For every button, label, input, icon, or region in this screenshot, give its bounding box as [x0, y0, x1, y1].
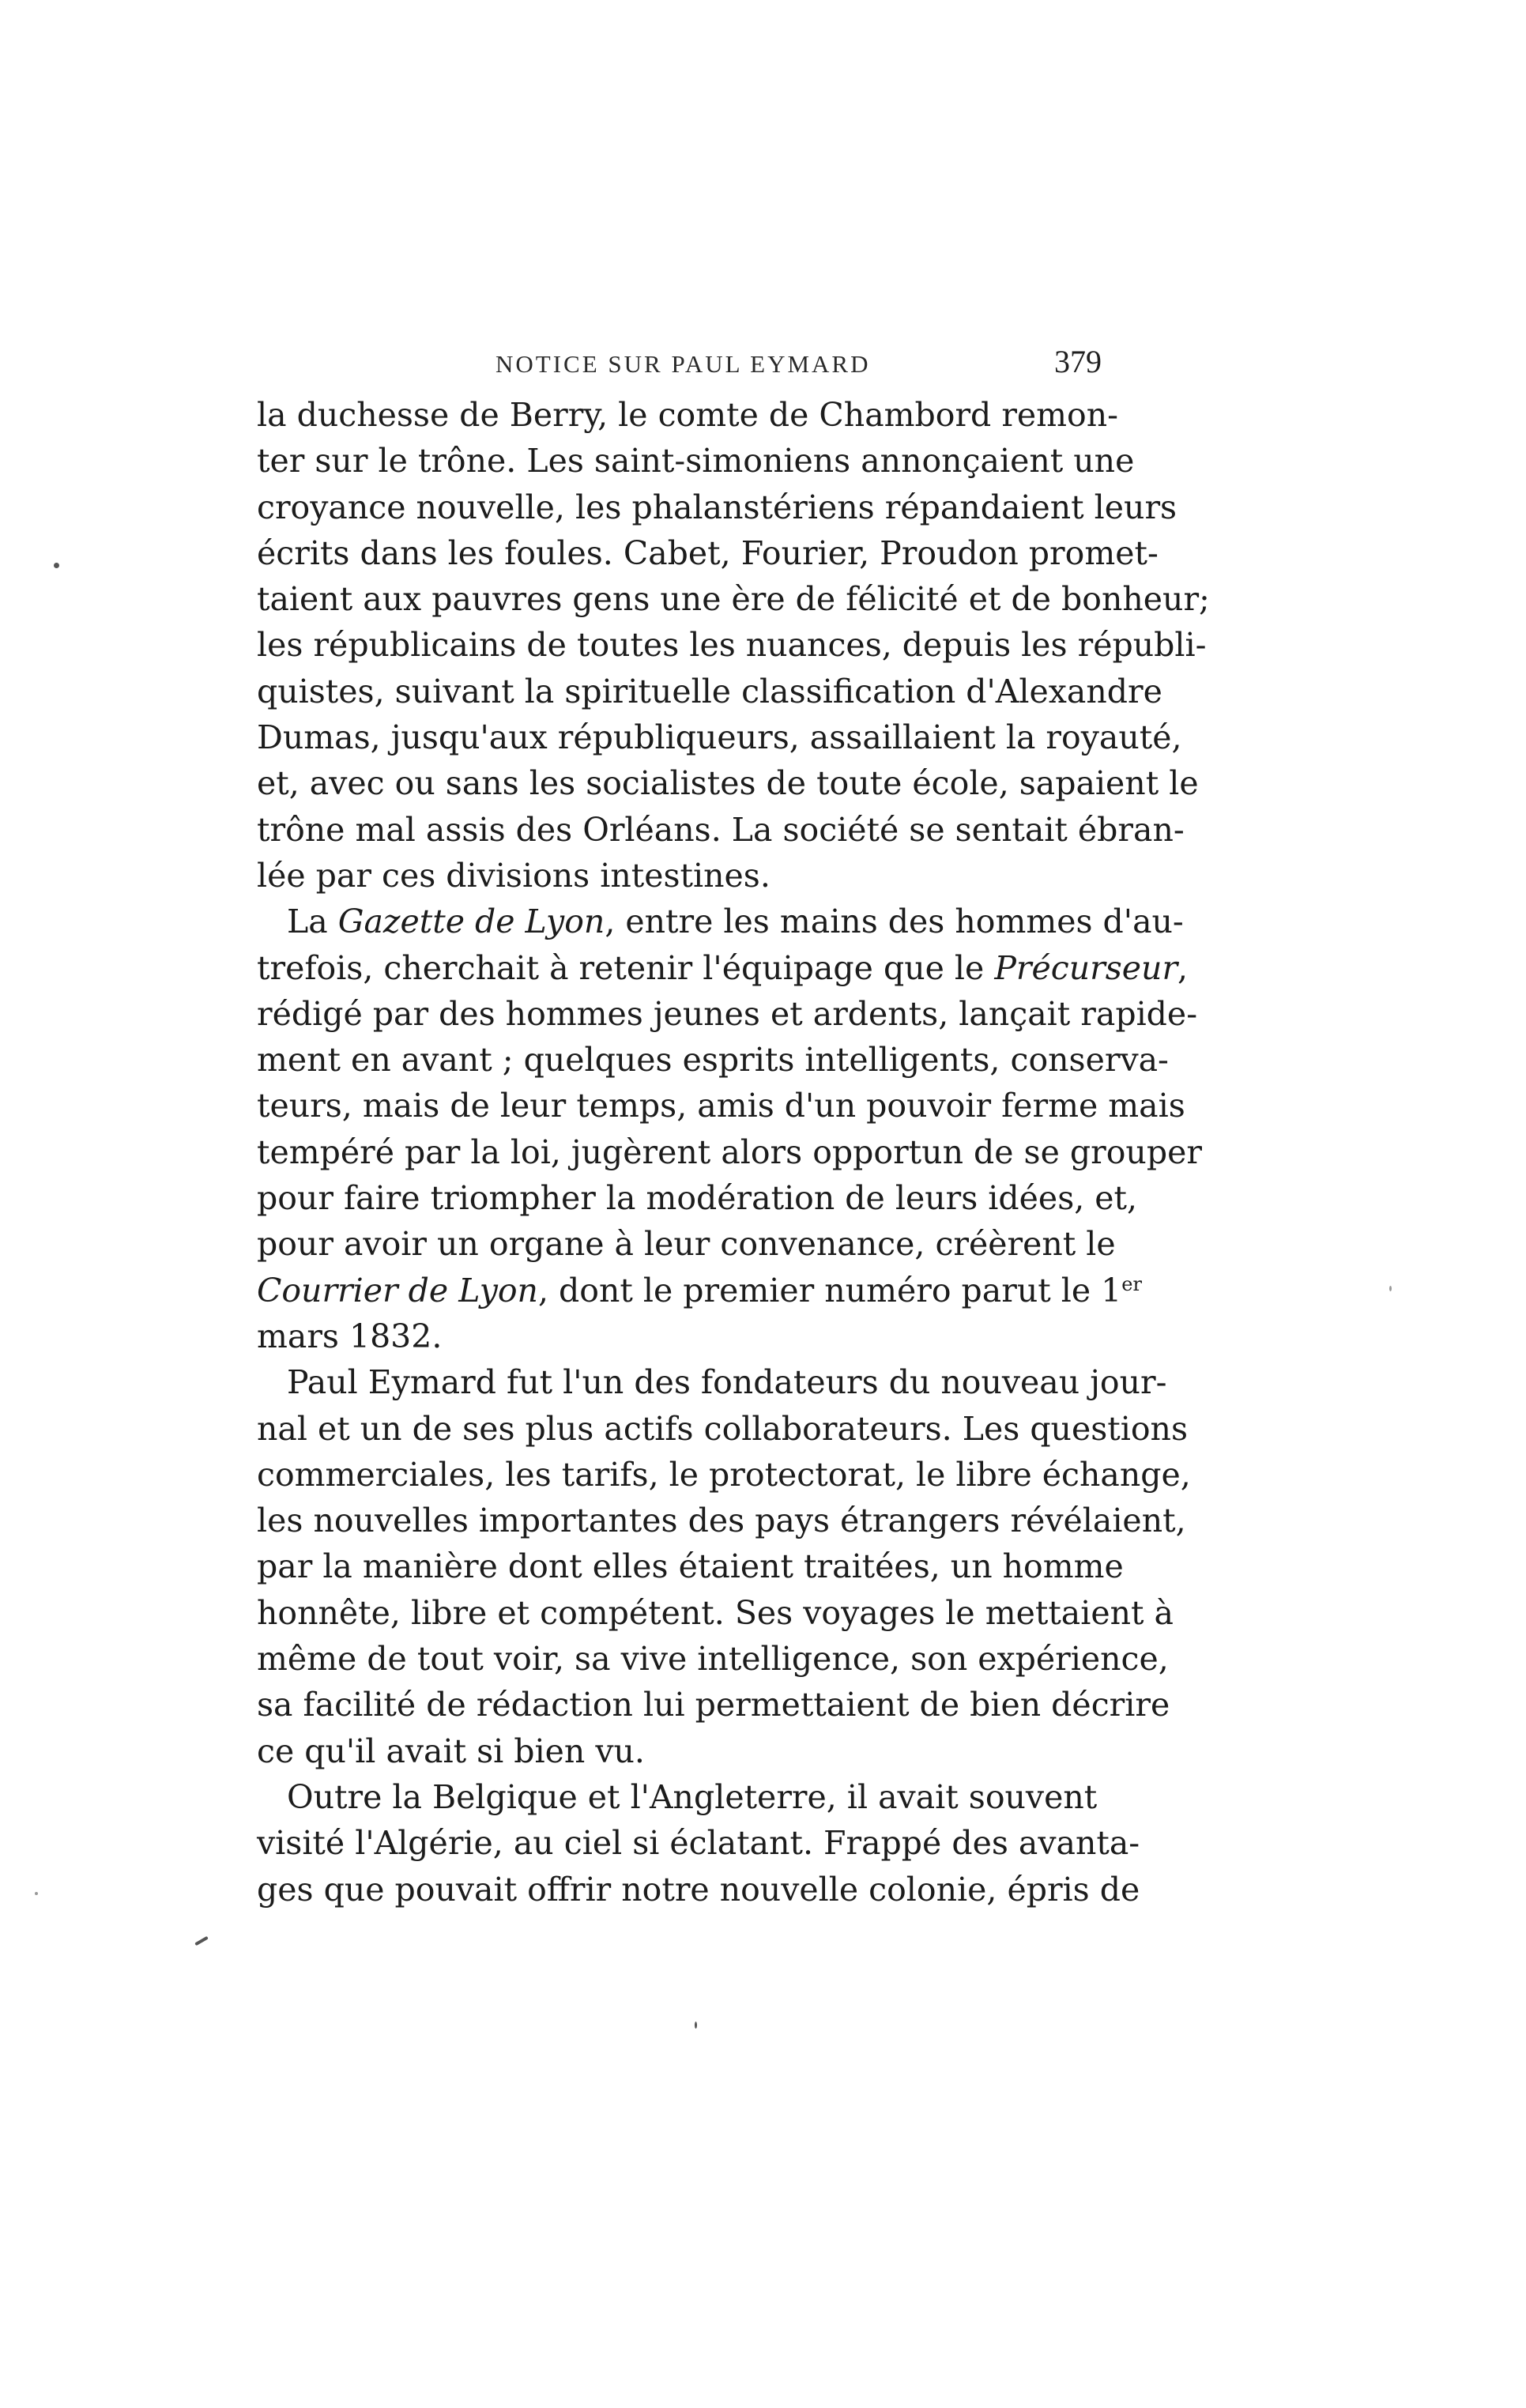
text-line: taient aux pauvres gens une ère de félicité et de bonheur;: [257, 580, 1210, 619]
superscript: er: [1121, 1272, 1142, 1295]
text-line: écrits dans les foules. Cabet, Fourier, Proudon promet-: [257, 533, 1159, 572]
text-line: la duchesse de Berry, le comte de Chambord remon-: [257, 396, 1119, 434]
text-line: rédigé par des hommes jeunes et ardents, lançait rapide-: [257, 994, 1198, 1033]
text-line: par la manière dont elles étaient traitées, un homme: [257, 1547, 1124, 1586]
text-line: les républicains de toutes les nuances, depuis les républi-: [257, 626, 1207, 665]
running-title: NOTICE SUR PAUL EYMARD: [495, 350, 871, 378]
scan-speck: [35, 1892, 38, 1895]
text-line: nal et un de ses plus actifs collaborateurs. Les questions: [257, 1409, 1188, 1448]
body-text: [257, 392, 1210, 1912]
text-line: Courrier de Lyon, dont le premier numéro parut le 1er: [257, 1271, 1142, 1310]
text-line: lée par ces divisions intestines.: [257, 856, 771, 895]
text-line: La Gazette de Lyon, entre les mains des hommes d'au-: [287, 903, 1184, 941]
scan-speck: [1389, 1286, 1392, 1291]
scan-speck: [194, 1936, 209, 1946]
text-line: même de tout voir, sa vive intelligence, son expérience,: [257, 1640, 1169, 1679]
text-line: Paul Eymard fut l'un des fondateurs du nouveau jour-: [287, 1363, 1167, 1402]
text-line: Dumas, jusqu'aux républiqueurs, assaillaient la royauté,: [257, 718, 1182, 757]
text-line: ter sur le trône. Les saint-simoniens annonçaient une: [257, 442, 1135, 480]
text-line: honnête, libre et compétent. Ses voyages le mettaient à: [257, 1593, 1174, 1632]
text-line: ce qu'il avait si bien vu.: [257, 1732, 645, 1770]
newspaper-title: Gazette de Lyon: [337, 903, 605, 941]
text-line: ment en avant ; quelques esprits intelligents, conserva-: [257, 1041, 1169, 1080]
text-line: mars 1832.: [257, 1317, 443, 1355]
text-line: quistes, suivant la spirituelle classification d'Alexandre: [257, 672, 1162, 710]
page-number: 379: [1054, 344, 1102, 379]
scan-speck: [54, 563, 59, 568]
text-line: trefois, cherchait à retenir l'équipage que le Précurseur,: [257, 948, 1189, 987]
text-line: trône mal assis des Orléans. La société se sentait ébran-: [257, 810, 1185, 849]
newspaper-title: Précurseur: [994, 948, 1178, 987]
text-line: sa facilité de rédaction lui permettaient de bien décrire: [257, 1686, 1170, 1724]
text-line: ges que pouvait offrir notre nouvelle colonie, épris de: [257, 1870, 1140, 1909]
text-line: commerciales, les tarifs, le protectorat, le libre échange,: [257, 1455, 1191, 1494]
text-line: Outre la Belgique et l'Angleterre, il avait souvent: [287, 1777, 1098, 1816]
text-line: croyance nouvelle, les phalanstériens répandaient leurs: [257, 488, 1177, 526]
text-line: tempéré par la loi, jugèrent alors opportun de se grouper: [257, 1132, 1202, 1171]
scan-speck: [695, 2022, 697, 2029]
newspaper-title: Courrier de Lyon: [257, 1271, 538, 1310]
text-line: les nouvelles importantes des pays étrangers révélaient,: [257, 1502, 1186, 1540]
text-line: teurs, mais de leur temps, amis d'un pouvoir ferme mais: [257, 1087, 1185, 1125]
text-line: pour avoir un organe à leur convenance, créèrent le: [257, 1225, 1116, 1264]
text-line: visité l'Algérie, au ciel si éclatant. Frappé des avanta-: [257, 1824, 1140, 1863]
text-line: et, avec ou sans les socialistes de toute école, sapaient le: [257, 764, 1199, 803]
text-line: pour faire triompher la modération de leurs idées, et,: [257, 1179, 1138, 1218]
